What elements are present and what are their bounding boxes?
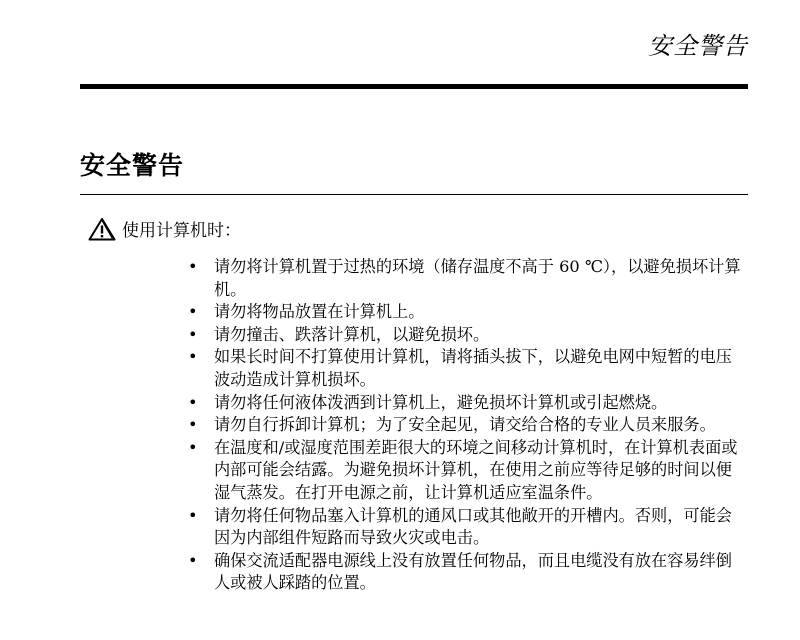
running-header: 安全警告 [648, 32, 748, 60]
warning-heading [88, 216, 241, 241]
list-item: • 在温度和/或湿度范围差距很大的环境之间移动计算机时，在计算机表面或内部可能会结露。为避免损坏计算机，在使用之前应等待足够的时间以便湿气蒸发。在打开电源之前，让计算机适应室温条件。 [188, 437, 748, 505]
warning-triangle-icon [88, 217, 116, 241]
list-item: • 请勿自行拆卸计算机；为了安全起见，请交给合格的专业人员来服务。 [188, 414, 748, 437]
list-item: • 请勿将物品放置在计算机上。 [188, 301, 748, 324]
list-item: • 请勿将计算机置于过热的环境（储存温度不高于 60 ℃），以避免损坏计算机。 [188, 256, 748, 301]
title-rule [80, 194, 748, 195]
header-rule [80, 84, 748, 89]
safety-list [188, 256, 748, 595]
warning-heading-text: 使用计算机时： [122, 221, 241, 241]
section-title: 安全警告 [80, 151, 185, 180]
list-item: • 请勿将任何液体泼洒到计算机上，避免损坏计算机或引起燃烧。 [188, 392, 748, 415]
list-item: • 确保交流适配器电源线上没有放置任何物品，而且电缆没有放在容易绊倒人或被人踩踏的位置。 [188, 550, 748, 595]
list-item: • 请勿将任何物品塞入计算机的通风口或其他敞开的开槽内。否则，可能会因为内部组件短路而导致火灾或电击。 [188, 505, 748, 550]
list-item: • 请勿撞击、跌落计算机，以避免损坏。 [188, 324, 748, 347]
list-item: • 如果长时间不打算使用计算机，请将插头拔下，以避免电网中短暂的电压波动造成计算机损坏。 [188, 346, 748, 391]
